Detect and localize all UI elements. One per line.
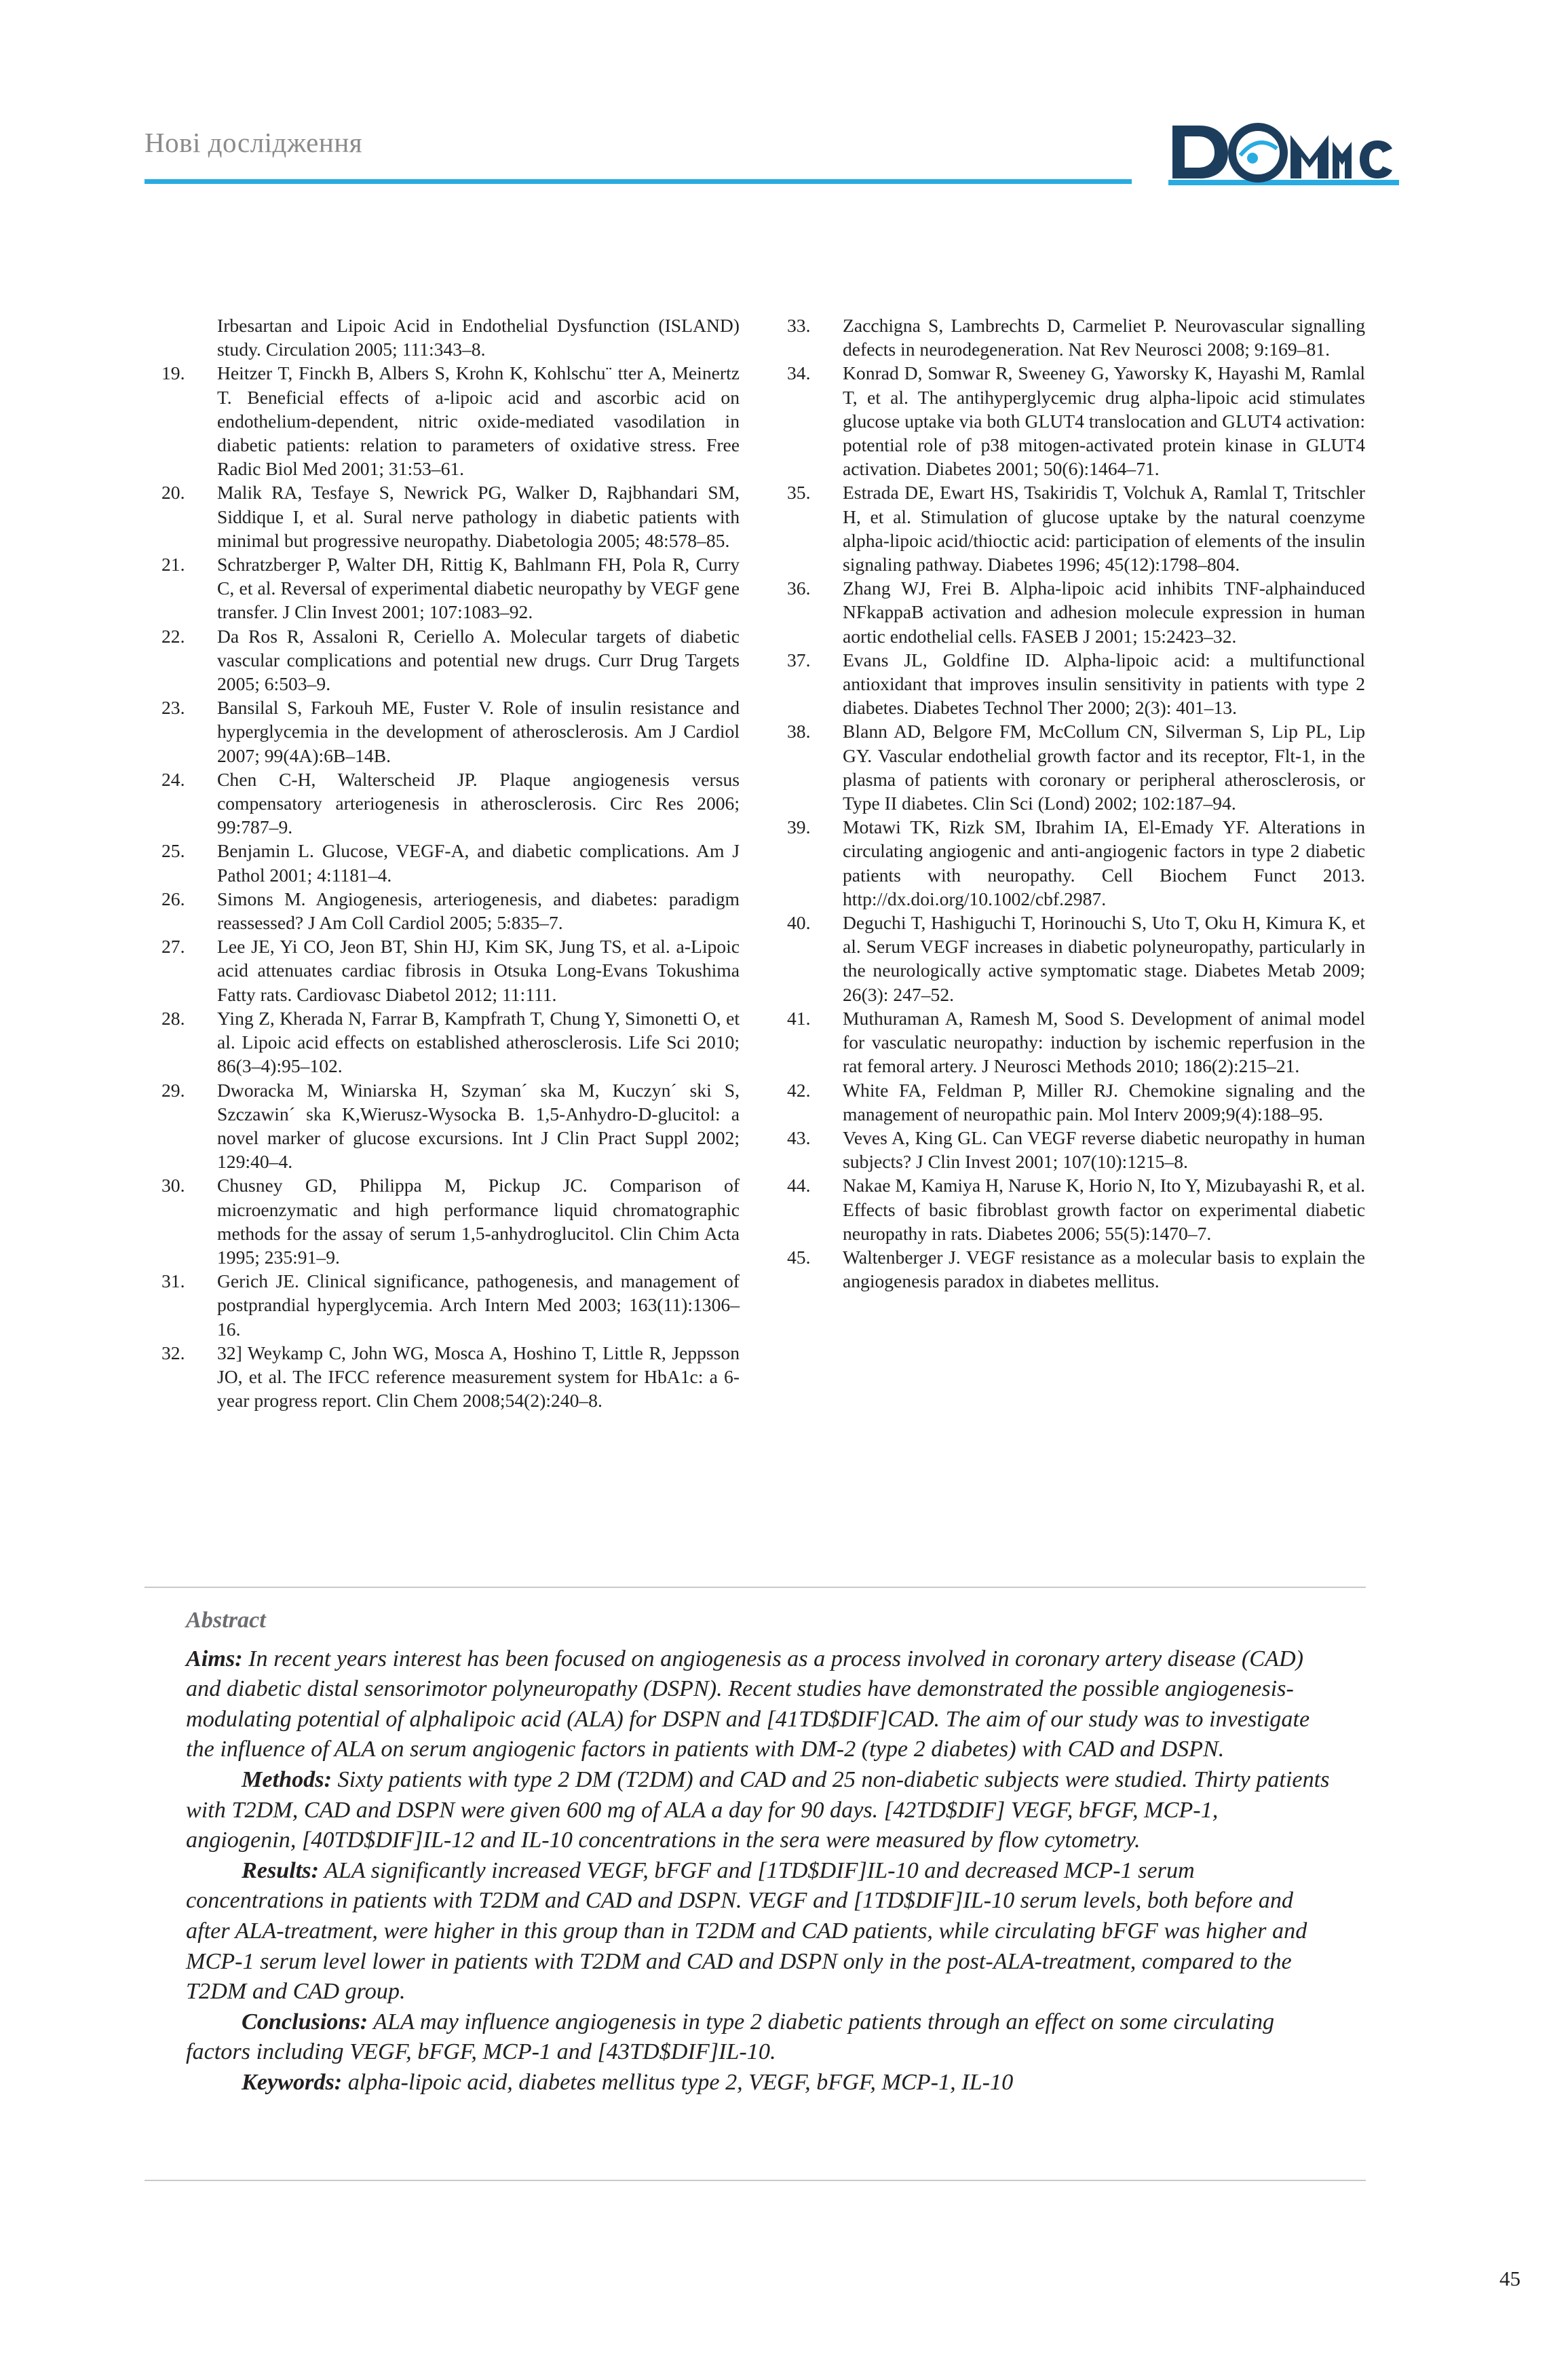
reference-number: 36. bbox=[787, 578, 811, 599]
reference-item bbox=[161, 1269, 740, 1341]
reference-number: 39. bbox=[787, 816, 811, 838]
reference-number: 29. bbox=[161, 1079, 185, 1101]
reference-item bbox=[161, 1173, 740, 1269]
reference-item bbox=[787, 314, 1365, 361]
abstract-methods bbox=[186, 1765, 1333, 1856]
abstract-block bbox=[186, 1606, 1333, 2098]
reference-item bbox=[787, 911, 1365, 1006]
reference-number: 24. bbox=[161, 768, 185, 790]
results-text: ALA significantly increased VEGF, bFGF and [1TD$DIF]IL-10 and decreased MCP-1 serum concentrations in patients with T2DM and CAD and DSPN. VEGF and [1TD$DIF]IL-10 serum levels, both before and after ALA-treatment, were higher in this group than in T2DM and CAD patients, while circulating bFGF was higher and MCP-1 serum level lower in patients with T2DM and CAD and DSPN only in the post-ALA-treatment, compared to the T2DM and CAD group. bbox=[186, 1857, 1307, 2005]
reference-text: Deguchi T, Hashiguchi T, Horinouchi S, Uto T, Oku H, Kimura K, et al. Serum VEGF increases in diabetic polyneuropathy, particularly in the neurologically active symptomatic stage. Diabetes Metab 2009; 26(3): 247–52. bbox=[843, 912, 1365, 1005]
reference-item bbox=[787, 1126, 1365, 1173]
reference-item bbox=[161, 1006, 740, 1078]
reference-number: 33. bbox=[787, 315, 811, 336]
methods-text: Sixty patients with type 2 DM (T2DM) and CAD and 25 non-diabetic subjects were studied. Thirty patients with T2DM, CAD and DSPN were given 600 mg of ALA a day for 90 days. [42TD$DIF] VEGF, bFGF, MCP-1, angiogenin, [40TD$DIF]IL-12 and IL-10 concentrations in the sera were measured by flow cytometry. bbox=[186, 1766, 1330, 1853]
keywords-text: alpha-lipoic acid, diabetes mellitus type 2, VEGF, bFGF, MCP-1, IL-10 bbox=[342, 2069, 1014, 2095]
abstract-aims bbox=[186, 1644, 1333, 1765]
reference-number: 20. bbox=[161, 482, 185, 504]
aims-text: In recent years interest has been focused on angiogenesis as a process involved in coronary artery disease (CAD) and diabetic distal sensorimotor polyneuropathy (DSPN). Recent studies have demonstrated the possible angiogenesis-modulating potential of alphalipoic acid (ALA) for DSPN and [41TD$DIF]CAD. The aim of our study was to investigate the influence of ALA on serum angiogenic factors in patients with DM-2 (type 2 diabetes) with CAD and DSPN. bbox=[186, 1646, 1310, 1762]
reference-number: 31. bbox=[161, 1270, 185, 1292]
reference-text: Ying Z, Kherada N, Farrar B, Kampfrath T, Chung Y, Simonetti O, et al. Lipoic acid effects on established atherosclerosis. Life Sci 2010; 86(3–4):95–102. bbox=[217, 1007, 740, 1077]
reference-text: Dworacka M, Winiarska H, Szyman´ ska M, Kuczyn´ ski S, Szczawin´ ska K,Wierusz-Wysocka B. 1,5-Anhydro-D-glucitol: a novel marker of glucose excursions. Int J Clin Pract Suppl 2002; 129:40–4. bbox=[217, 1079, 740, 1173]
reference-text: Gerich JE. Clinical significance, pathogenesis, and management of postprandial hyperglycemia. Arch Intern Med 2003; 163(11):1306–16. bbox=[217, 1270, 740, 1340]
methods-label: Methods: bbox=[242, 1766, 332, 1792]
reference-text: Konrad D, Somwar R, Sweeney G, Yaworsky K, Hayashi M, Ramlal T, et al. The antihyperglycemic drug alpha-lipoic acid stimulates glucose uptake via both GLUT4 translocation and GLUT4 activation: potential role of p38 mitogen-activated protein kinase in GLUT4 activation. Diabetes 2001; 50(6):1464–71. bbox=[843, 362, 1365, 480]
reference-item bbox=[787, 361, 1365, 480]
reference-text: Irbesartan and Lipoic Acid in Endothelial Dysfunction (ISLAND) study. Circulation 2005; 111:343–8. bbox=[217, 315, 740, 360]
abstract-top-rule bbox=[145, 1587, 1366, 1588]
reference-text: Lee JE, Yi CO, Jeon BT, Shin HJ, Kim SK, Jung TS, et al. a-Lipoic acid attenuates cardiac fibrosis in Otsuka Long-Evans Tokushima Fatty rats. Cardiovasc Diabetol 2012; 11:111. bbox=[217, 936, 740, 1005]
reference-text: Motawi TK, Rizk SM, Ibrahim IA, El-Emady YF. Alterations in circulating angiogenic and anti-angiogenic factors in type 2 diabetic patients with neuropathy. Cell Biochem Funct 2013. http://dx.doi.org/10.1002/cbf.2987. bbox=[843, 816, 1365, 909]
abstract-keywords bbox=[186, 2068, 1333, 2098]
reference-number: 41. bbox=[787, 1007, 811, 1029]
reference-item bbox=[787, 719, 1365, 815]
reference-item bbox=[161, 314, 740, 361]
reference-number: 34. bbox=[787, 362, 811, 384]
reference-text: Blann AD, Belgore FM, McCollum CN, Silverman S, Lip PL, Lip GY. Vascular endothelial growth factor and its receptor, Flt-1, in the plasma of patients with coronary or peripheral atherosclerosis, or Type II diabetes. Clin Sci (Lond) 2002; 102:187–94. bbox=[843, 721, 1365, 814]
reference-text: Estrada DE, Ewart HS, Tsakiridis T, Volchuk A, Ramlal T, Tritschler H, et al. Stimulation of glucose uptake by the natural coenzyme alpha-lipoic acid/thioctic acid: participation of elements of the insulin signaling pathway. Diabetes 1996; 45(12):1798–804. bbox=[843, 482, 1365, 575]
reference-item bbox=[161, 361, 740, 480]
reference-number: 44. bbox=[787, 1175, 811, 1196]
keywords-label: Keywords: bbox=[242, 2069, 343, 2095]
reference-item bbox=[161, 839, 740, 886]
reference-number: 35. bbox=[787, 482, 811, 504]
reference-text: Chusney GD, Philippa M, Pickup JC. Comparison of microenzymatic and high performance liquid chromatographic methods for the assay of serum 1,5-anhydroglucitol. Clin Chim Acta 1995; 235:91–9. bbox=[217, 1175, 740, 1268]
aims-label: Aims: bbox=[186, 1646, 243, 1671]
reference-item bbox=[787, 1006, 1365, 1078]
reference-number: 40. bbox=[787, 912, 811, 934]
reference-number: 45. bbox=[787, 1246, 811, 1268]
header-rule bbox=[145, 179, 1132, 184]
reference-text: Veves A, King GL. Can VEGF reverse diabetic neuropathy in human subjects? J Clin Invest 2001; 107(10):1215–8. bbox=[843, 1127, 1365, 1173]
reference-text: Evans JL, Goldfine ID. Alpha-lipoic acid: a multifunctional antioxidant that improves insulin sensitivity in patients with type 2 diabetes. Diabetes Technol Ther 2000; 2(3): 401–13. bbox=[843, 649, 1365, 719]
reference-text: Zacchigna S, Lambrechts D, Carmeliet P. Neurovascular signalling defects in neurodegeneration. Nat Rev Neurosci 2008; 9:169–81. bbox=[843, 315, 1365, 360]
reference-item bbox=[787, 480, 1365, 576]
reference-number: 28. bbox=[161, 1007, 185, 1029]
reference-text: White FA, Feldman P, Miller RJ. Chemokine signaling and the management of neuropathic pain. Mol Interv 2009;9(4):188–95. bbox=[843, 1079, 1365, 1124]
reference-item bbox=[161, 624, 740, 696]
reference-text: Malik RA, Tesfaye S, Newrick PG, Walker D, Rajbhandari SM, Siddique I, et al. Sural nerve pathology in diabetic patients with minimal but progressive neuropathy. Diabetologia 2005; 48:578–85. bbox=[217, 482, 740, 551]
references-right-column bbox=[787, 314, 1365, 1293]
abstract-results bbox=[186, 1856, 1333, 2007]
reference-item bbox=[787, 1173, 1365, 1245]
reference-item bbox=[787, 648, 1365, 720]
reference-number: 37. bbox=[787, 649, 811, 670]
reference-text: Da Ros R, Assaloni R, Ceriello A. Molecular targets of diabetic vascular complications and potential new drugs. Curr Drug Targets 2005; 6:503–9. bbox=[217, 625, 740, 695]
reference-number: 22. bbox=[161, 625, 185, 647]
reference-text: Nakae M, Kamiya H, Naruse K, Horio N, Ito Y, Mizubayashi R, et al. Effects of basic fibroblast growth factor on experimental diabetic neuropathy in rats. Diabetes 2006; 55(5):1470–7. bbox=[843, 1175, 1365, 1244]
reference-item bbox=[161, 887, 740, 934]
abstract-title: Abstract bbox=[186, 1608, 266, 1633]
reference-item bbox=[161, 1078, 740, 1174]
reference-number: 19. bbox=[161, 362, 185, 384]
abstract-conclusions bbox=[186, 2007, 1333, 2068]
reference-number: 27. bbox=[161, 936, 185, 958]
reference-text: Muthuraman A, Ramesh M, Sood S. Development of animal model for vasculatic neuropathy: induction by ischemic reperfusion in the rat femoral artery. J Neurosci Methods 2010; 186(2):215–21. bbox=[843, 1007, 1365, 1077]
abstract-bottom-rule bbox=[145, 2180, 1366, 2181]
reference-number: 21. bbox=[161, 554, 185, 575]
reference-item bbox=[787, 1245, 1365, 1293]
reference-number: 42. bbox=[787, 1079, 811, 1101]
section-title: Нові дослідження bbox=[145, 127, 363, 158]
reference-item bbox=[161, 480, 740, 552]
reference-text: Chen C-H, Walterscheid JP. Plaque angiogenesis versus compensatory arteriogenesis in atherosclerosis. Circ Res 2006; 99:787–9. bbox=[217, 768, 740, 838]
reference-text: 32] Weykamp C, John WG, Mosca A, Hoshino T, Little R, Jeppsson JO, et al. The IFCC reference measurement system for HbA1c: a 6-year progress report. Clin Chem 2008;54(2):240–8. bbox=[217, 1342, 740, 1412]
conclusions-text: ALA may influence angiogenesis in type 2 diabetic patients through an effect on some circulating factors including VEGF, bFGF, MCP-1 and [43TD$DIF]IL-10. bbox=[186, 2009, 1275, 2065]
reference-number: 32. bbox=[161, 1342, 185, 1363]
references-left-column bbox=[161, 314, 740, 1412]
reference-number: 43. bbox=[787, 1127, 811, 1148]
reference-number: 23. bbox=[161, 697, 185, 719]
reference-text: Simons M. Angiogenesis, arteriogenesis, and diabetes: paradigm reassessed? J Am Coll Cardiol 2005; 5:835–7. bbox=[217, 888, 740, 934]
reference-item bbox=[161, 552, 740, 624]
conclusions-label: Conclusions: bbox=[242, 2009, 368, 2035]
reference-number: 30. bbox=[161, 1175, 185, 1196]
reference-item bbox=[787, 815, 1365, 911]
reference-text: Heitzer T, Finckh B, Albers S, Krohn K, Kohlschu¨ tter A, Meinertz T. Beneficial effects of a-lipoic acid and ascorbic acid on endothelium-dependent, nitric oxide-mediated vasodilation in diabetic patients: relation to parameters of oxidative stress. Free Radic Biol Med 2001; 31:53–61. bbox=[217, 362, 740, 480]
page-number: 45 bbox=[1499, 2267, 1521, 2290]
reference-number: 38. bbox=[787, 721, 811, 742]
reference-text: Waltenberger J. VEGF resistance as a molecular basis to explain the angiogenesis paradox in diabetes mellitus. bbox=[843, 1246, 1365, 1292]
reference-item bbox=[787, 1078, 1365, 1126]
reference-number: 25. bbox=[161, 840, 185, 862]
reference-text: Benjamin L. Glucose, VEGF-A, and diabetic complications. Am J Pathol 2001; 4:1181–4. bbox=[217, 840, 740, 886]
reference-text: Bansilal S, Farkouh ME, Fuster V. Role of insulin resistance and hyperglycemia in the development of atherosclerosis. Am J Cardiol 2007; 99(4A):6B–14B. bbox=[217, 697, 740, 766]
reference-item bbox=[161, 934, 740, 1006]
journal-logo bbox=[1168, 119, 1399, 189]
reference-number: 26. bbox=[161, 888, 185, 909]
reference-item bbox=[161, 696, 740, 768]
reference-item bbox=[161, 1341, 740, 1413]
reference-item bbox=[787, 576, 1365, 648]
reference-item bbox=[161, 768, 740, 839]
reference-text: Schratzberger P, Walter DH, Rittig K, Bahlmann FH, Pola R, Curry C, et al. Reversal of experimental diabetic neuropathy by VEGF gene transfer. J Clin Invest 2001; 107:1083–92. bbox=[217, 554, 740, 623]
reference-text: Zhang WJ, Frei B. Alpha-lipoic acid inhibits TNF-alphainduced NFkappaB activation and adhesion molecule expression in human aortic endothelial cells. FASEB J 2001; 15:2423–32. bbox=[843, 578, 1365, 647]
results-label: Results: bbox=[242, 1857, 319, 1883]
